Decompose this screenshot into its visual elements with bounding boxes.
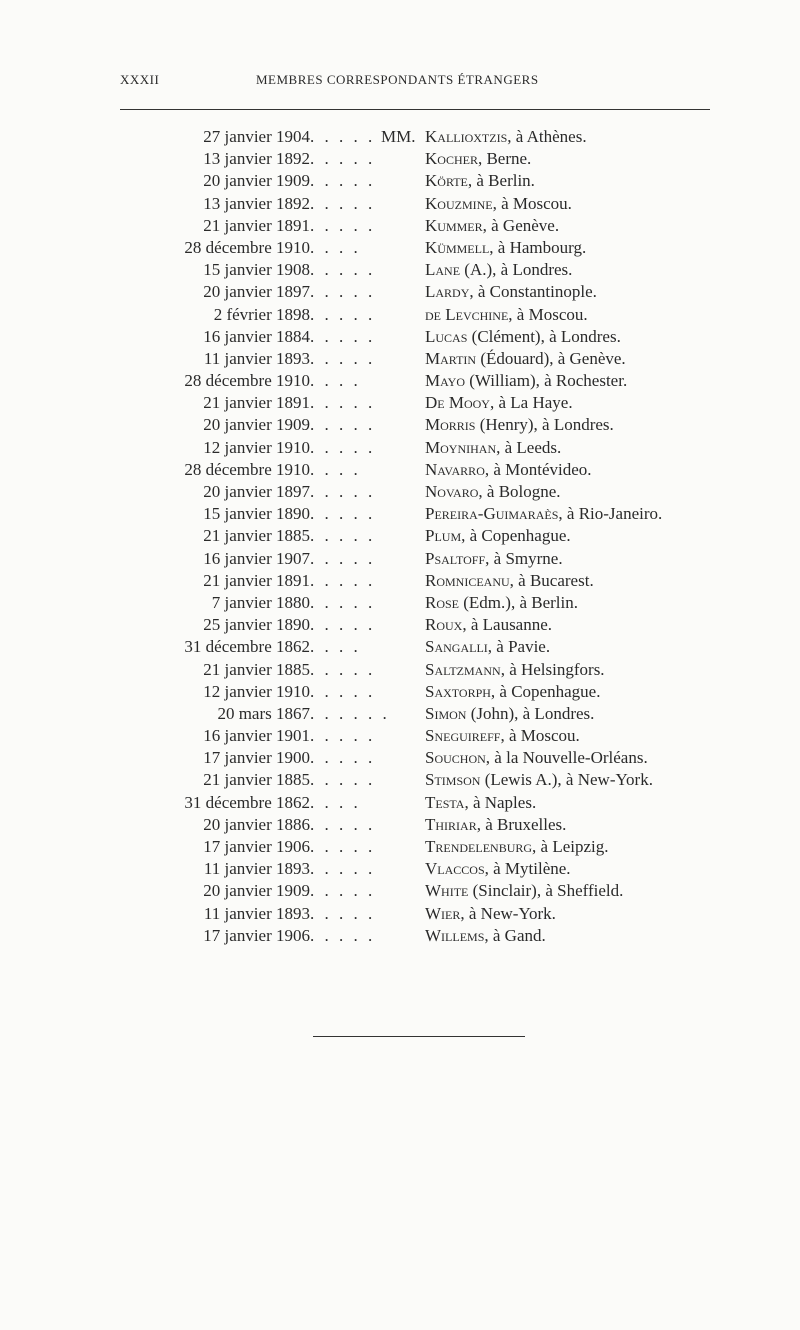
list-item: [0, 437, 800, 459]
member-entry: [425, 681, 600, 703]
leader-dots: . . . . .: [310, 193, 376, 213]
member-location: (Édouard), à Genève.: [476, 348, 626, 368]
member-location: (Henry), à Londres.: [475, 415, 614, 435]
member-name: Kocher: [425, 149, 478, 169]
member-location: , à Bruxelles.: [476, 814, 567, 834]
list-item: [0, 570, 800, 592]
member-name: Romniceanu: [425, 570, 510, 590]
leader-dots: . . . . .: [310, 149, 376, 169]
leader-dots: . . . . .: [310, 393, 376, 413]
member-location: (John), à Londres.: [466, 703, 595, 723]
list-item: [0, 925, 800, 947]
list-item: [0, 592, 800, 614]
list-item: [0, 370, 800, 392]
member-location: , à Helsingfors.: [500, 659, 605, 679]
list-item: [0, 703, 800, 725]
entry-date: 20 janvier 1909: [203, 171, 310, 191]
member-name: De Mooy: [425, 393, 490, 413]
member-location: , à Naples.: [464, 792, 537, 812]
member-location: (Lewis A.), à New-York.: [480, 770, 653, 790]
entry-date: 11 janvier 1893: [203, 903, 310, 923]
member-name: Psaltoff: [425, 548, 486, 568]
member-name: Willems: [425, 925, 485, 945]
member-location: , à New-York.: [460, 903, 556, 923]
leader-dots: . . . . .: [310, 814, 376, 834]
entry-date: 21 janvier 1891: [203, 393, 310, 413]
member-name: Trendelenburg: [425, 837, 533, 856]
list-item: [0, 880, 800, 902]
entry-date: 11 janvier 1893: [203, 348, 310, 368]
member-location: , à Montévideo.: [484, 459, 592, 479]
member-entry: [425, 858, 571, 880]
entry-date: 17 janvier 1906: [203, 837, 310, 856]
list-item: [0, 792, 800, 814]
member-name: Sneguireff: [425, 726, 501, 746]
leader-dots: . . . . .: [310, 570, 376, 590]
list-item: [0, 681, 800, 703]
member-location: , à Lausanne.: [462, 615, 553, 635]
list-item: [0, 326, 800, 348]
leader-dots: . . . . .: [310, 548, 376, 568]
entry-date: 21 janvier 1891: [203, 570, 310, 590]
member-entry: [425, 792, 536, 814]
member-name: Rose: [425, 592, 460, 612]
member-location: , à Bucarest.: [509, 570, 594, 590]
list-item: [0, 170, 800, 192]
entry-date: 27 janvier 1904: [203, 127, 310, 146]
member-name: Moynihan: [425, 437, 497, 457]
list-item: [0, 858, 800, 880]
member-location: , à Gand.: [484, 925, 546, 945]
member-name: Morris: [425, 415, 476, 435]
leader-dots: . . . . .: [310, 437, 376, 457]
member-entry: [425, 459, 592, 481]
entry-date: 21 janvier 1891: [203, 215, 310, 235]
member-location: , à Copenhague.: [461, 526, 571, 546]
leader-dots: . . . . .: [310, 659, 376, 679]
member-name: Plum: [425, 526, 462, 546]
list-item: [0, 659, 800, 681]
member-entry: [425, 903, 556, 925]
leader-dots: . . . . .: [310, 415, 376, 435]
running-title: MEMBRES CORRESPONDANTS ÉTRANGERS: [256, 72, 539, 87]
list-item: [0, 215, 800, 237]
member-entry: [425, 126, 587, 148]
entry-date: 28 décembre 1910: [184, 459, 310, 479]
member-entry: [425, 636, 550, 658]
entry-date: 13 janvier 1892: [203, 149, 310, 169]
leader-dots: . . . . .: [310, 282, 376, 302]
leader-dots: . . . . .: [310, 260, 376, 280]
member-name: de Levchine: [425, 304, 509, 324]
member-entry: [425, 769, 653, 791]
entry-date: 20 janvier 1909: [203, 415, 310, 435]
member-location: , à Athènes.: [507, 127, 587, 146]
member-location: , à Hambourg.: [489, 237, 587, 257]
member-location: (Edm.), à Berlin.: [459, 592, 578, 612]
member-location: , à Moscou.: [500, 726, 580, 746]
entry-date: 11 janvier 1893: [203, 859, 310, 879]
member-entry: [425, 437, 561, 459]
list-item: [0, 481, 800, 503]
leader-dots: . . . . .: [310, 681, 376, 701]
leader-dots: . . . . .: [310, 726, 376, 746]
leader-dots: . . . . .: [310, 171, 376, 191]
member-location: , à Constantinople.: [469, 282, 597, 302]
member-name: Martin: [425, 348, 477, 368]
member-entry: [425, 659, 605, 681]
leader-dots: . . . .: [310, 237, 361, 257]
leader-dots: . . . . .: [310, 903, 376, 923]
page-number: XXXII: [120, 72, 160, 87]
member-name: Sangalli: [425, 637, 488, 657]
entry-date: 21 janvier 1885: [203, 770, 310, 790]
member-location: , à Leipzig.: [532, 837, 609, 856]
entry-date: 15 janvier 1890: [203, 504, 310, 524]
member-location: (Clément), à Londres.: [467, 326, 621, 346]
leader-dots: . . . . .: [310, 615, 376, 635]
member-entry: [425, 193, 572, 215]
leader-dots: . . . . .: [310, 482, 376, 501]
entry-date: 21 janvier 1885: [203, 659, 310, 679]
leader-dots: . . . . . .: [310, 703, 390, 723]
member-entry: [425, 614, 552, 636]
list-item: [0, 193, 800, 215]
header-rule: [120, 109, 710, 110]
list-item: [0, 237, 800, 259]
leader-dots: . . . . .: [310, 304, 376, 324]
leader-dots: . . . .: [310, 371, 361, 391]
list-item: [0, 903, 800, 925]
member-name: Kallioxtzis: [425, 127, 508, 146]
member-entry: [425, 525, 571, 547]
member-name: Pereira-Guimaraès: [425, 504, 559, 524]
member-entry: [425, 237, 586, 259]
entry-date: 7 janvier 1880: [211, 592, 310, 612]
member-entry: [425, 348, 626, 370]
member-location: , à Moscou.: [508, 304, 588, 324]
member-location: (A.), à Londres.: [460, 260, 573, 280]
list-item: [0, 148, 800, 170]
member-location: , à Rio-Janeiro.: [558, 504, 663, 524]
member-name: Wier: [425, 903, 461, 923]
member-name: Saxtorph: [425, 681, 491, 701]
member-entry: [425, 148, 531, 170]
member-name: Novaro: [425, 482, 479, 501]
list-item: [0, 548, 800, 570]
member-entry: [425, 281, 597, 303]
leader-dots: . . . .: [310, 459, 361, 479]
entry-date: 20 janvier 1897: [203, 482, 310, 501]
member-name: Körte: [425, 171, 468, 191]
member-entry: [425, 304, 588, 326]
member-entry: [425, 370, 627, 392]
leader-dots: . . . . .: [310, 127, 376, 146]
entry-date: 16 janvier 1907: [203, 548, 310, 568]
member-name: Testa: [425, 792, 465, 812]
member-location: , à Leeds.: [496, 437, 562, 457]
member-location: , à Moscou.: [492, 193, 572, 213]
leader-dots: . . . . .: [310, 526, 376, 546]
member-entry: [425, 703, 594, 725]
member-location: , à Berlin.: [467, 171, 535, 191]
leader-dots: . . . . .: [310, 859, 376, 879]
list-item: [0, 259, 800, 281]
member-location: , à la Nouvelle-Orléans.: [485, 748, 648, 768]
member-entry: [425, 925, 546, 947]
leader-dots: . . . . .: [310, 348, 376, 368]
entry-date: 28 décembre 1910: [184, 371, 310, 391]
member-entry: [425, 259, 572, 281]
list-item: [0, 836, 800, 858]
entry-date: 20 janvier 1909: [203, 881, 310, 901]
member-name: Souchon: [425, 748, 486, 768]
entry-prefix: MM.: [381, 127, 416, 146]
leader-dots: . . . . .: [310, 770, 376, 790]
list-item: [0, 769, 800, 791]
member-name: Kümmell: [425, 237, 490, 257]
member-name: Kummer: [425, 215, 483, 235]
member-entry: [425, 880, 623, 902]
leader-dots: . . . . .: [310, 748, 376, 768]
member-location: (Sinclair), à Sheffield.: [468, 881, 624, 901]
member-location: , à Mytilène.: [484, 859, 571, 879]
leader-dots: . . . . .: [310, 925, 376, 945]
entry-date: 25 janvier 1890: [203, 615, 310, 635]
member-name: Navarro: [425, 459, 485, 479]
list-item: [0, 304, 800, 326]
entry-date: 31 décembre 1862: [184, 792, 310, 812]
member-entry: [425, 503, 662, 525]
entry-date: 2 février 1898: [213, 304, 310, 324]
member-location: , à La Haye.: [489, 393, 573, 413]
member-entry: [425, 481, 561, 503]
entry-date: 20 janvier 1886: [203, 814, 310, 834]
end-rule: [313, 1036, 525, 1037]
list-item: [0, 348, 800, 370]
member-entry: [425, 414, 614, 436]
entry-date: 16 janvier 1901: [203, 726, 310, 746]
list-item: [0, 814, 800, 836]
member-name: Lardy: [425, 282, 470, 302]
member-entry: [425, 215, 559, 237]
member-location: , à Copenhague.: [490, 681, 601, 701]
member-entry: [425, 170, 535, 192]
member-entry: [425, 392, 573, 414]
member-location: (William), à Rochester.: [465, 371, 628, 391]
member-name: Lane: [425, 260, 461, 280]
leader-dots: . . . . .: [310, 592, 376, 612]
member-location: , à Pavie.: [487, 637, 551, 657]
member-name: Kouzmine: [425, 193, 493, 213]
leader-dots: . . . . .: [310, 326, 376, 346]
member-name: Simon: [425, 703, 467, 723]
member-name: Stimson: [425, 770, 481, 790]
member-location: , à Smyrne.: [485, 548, 563, 568]
list-item: [0, 414, 800, 436]
member-entry: [425, 570, 594, 592]
list-item: [0, 614, 800, 636]
list-item: [0, 725, 800, 747]
leader-dots: . . . .: [310, 637, 361, 657]
entry-date: 31 décembre 1862: [184, 637, 310, 657]
member-name: White: [425, 881, 469, 901]
member-name: Vlaccos: [425, 859, 485, 879]
member-location: , à Genève.: [482, 215, 560, 235]
entry-date: 17 janvier 1906: [203, 925, 310, 945]
member-entry: [425, 747, 648, 769]
member-name: Roux: [425, 615, 463, 635]
member-name: Lucas: [425, 326, 468, 346]
entry-date: 12 janvier 1910: [203, 437, 310, 457]
list-item: [0, 636, 800, 658]
list-item: [0, 459, 800, 481]
member-entry: [425, 326, 621, 348]
list-item: [0, 392, 800, 414]
entry-date: 21 janvier 1885: [203, 526, 310, 546]
leader-dots: . . . . .: [310, 215, 376, 235]
entry-date: 20 janvier 1897: [203, 282, 310, 302]
member-entry: [425, 725, 580, 747]
member-entry: [425, 836, 609, 858]
member-name: Mayo: [425, 371, 466, 391]
member-entry: [425, 814, 566, 836]
member-location: , Berne.: [477, 149, 532, 169]
leader-dots: . . . . .: [310, 881, 376, 901]
list-item: [0, 503, 800, 525]
entry-date: 28 décembre 1910: [184, 237, 310, 257]
leader-dots: . . . . .: [310, 504, 376, 524]
list-item: [0, 126, 800, 148]
list-item: [0, 747, 800, 769]
member-location: , à Bologne.: [478, 482, 561, 501]
member-name: Saltzmann: [425, 659, 501, 679]
member-name: Thiriar: [425, 814, 477, 834]
member-entry: [425, 548, 563, 570]
leader-dots: . . . .: [310, 792, 361, 812]
entry-date: 13 janvier 1892: [203, 193, 310, 213]
leader-dots: . . . . .: [310, 837, 376, 856]
entry-date: 16 janvier 1884: [203, 326, 310, 346]
member-entry: [425, 592, 578, 614]
list-item: [0, 281, 800, 303]
entry-date: 12 janvier 1910: [203, 681, 310, 701]
entry-date: 20 mars 1867: [217, 703, 310, 723]
entry-date: 17 janvier 1900: [203, 748, 310, 768]
entry-date: 15 janvier 1908: [203, 260, 310, 280]
members-list: [0, 126, 800, 947]
list-item: [0, 525, 800, 547]
